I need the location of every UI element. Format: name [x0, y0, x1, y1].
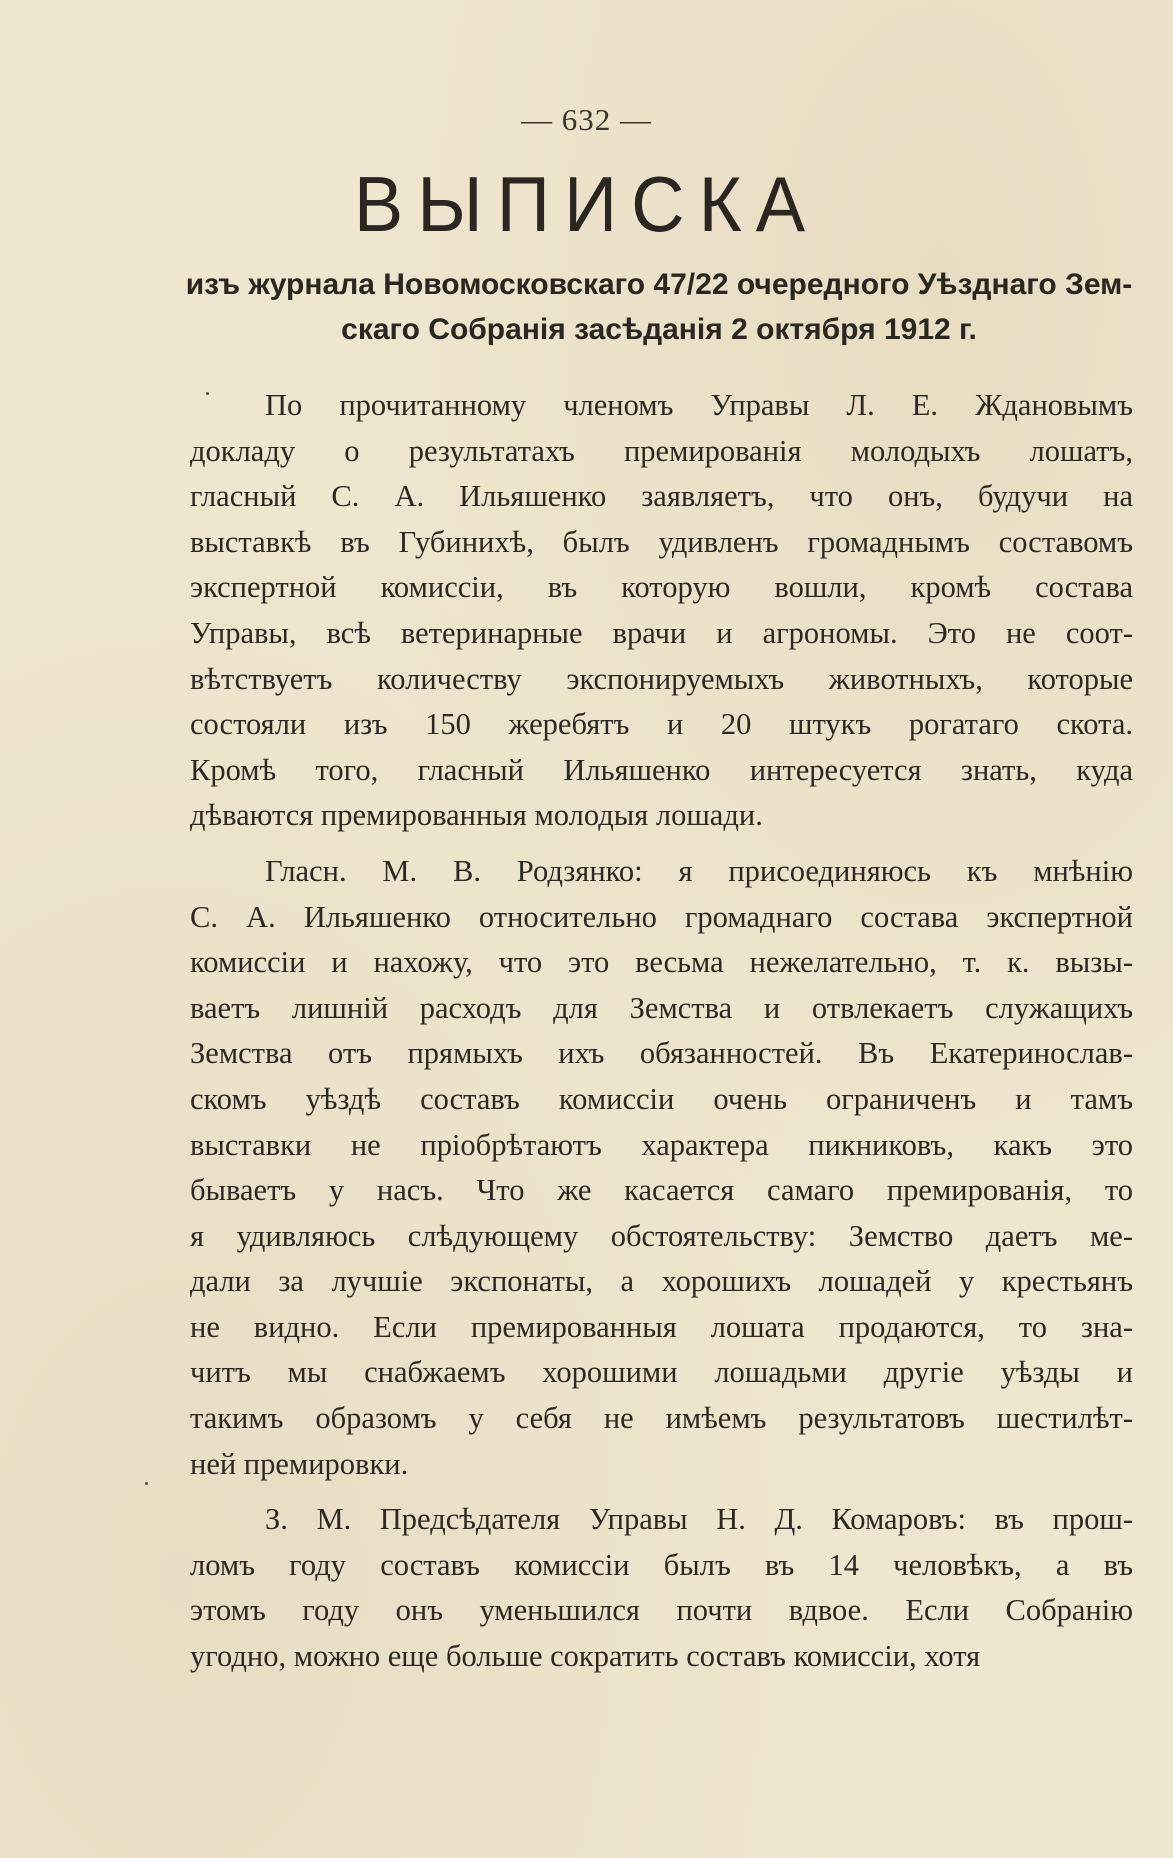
text-line: Управы, всѣ ветеринарные врачи и агрономы. Это не соот-: [190, 615, 1133, 650]
paragraph: [190, 849, 1133, 1487]
subtitle-line: скаго Собранія засѣданія 2 октября 1912 г.: [341, 313, 977, 346]
text-line: Кромѣ того, гласный Ильяшенко интересуется знать, куда: [190, 752, 1133, 787]
print-speck: [145, 1482, 148, 1485]
text-line: Земства отъ прямыхъ ихъ обязанностей. Въ Екатеринослав-: [190, 1036, 1133, 1071]
text-line: такимъ образомъ у себя не имѣемъ результатовъ шестилѣт-: [190, 1401, 1133, 1436]
text-line: ваетъ лишній расходъ для Земства и отвлекаетъ служащихъ: [190, 990, 1133, 1025]
text-line: выставки не пріобрѣтаютъ характера пикниковъ, какъ это: [190, 1127, 1133, 1162]
text-line: читъ мы снабжаемъ хорошими лошадьми другіе уѣзды и: [190, 1355, 1133, 1390]
body-text: [190, 383, 1133, 1690]
text-line: комиссіи и нахожу, что это весьма нежелательно, т. к. вызы-: [190, 945, 1133, 980]
page-number: — 632 —: [521, 102, 652, 137]
text-line: докладу о результатахъ премированія молодыхъ лошатъ,: [190, 433, 1133, 468]
text-line: этомъ году онъ уменьшился почти вдвое. Если Собранію: [190, 1593, 1133, 1628]
text-line: угодно, можно еще больше сократить составъ комиссіи, хотя: [190, 1639, 981, 1674]
text-line: С. А. Ильяшенко относительно громаднаго состава экспертной: [190, 899, 1133, 934]
text-line: скомъ уѣздѣ составъ комиссіи очень ограниченъ и тамъ: [190, 1081, 1133, 1116]
text-line: состояли изъ 150 жеребятъ и 20 штукъ рогатаго скота.: [190, 707, 1133, 742]
text-line: гласный С. А. Ильяшенко заявляетъ, что онъ, будучи на: [190, 479, 1133, 514]
text-line: дѣваются премированныя молодыя лошади.: [190, 798, 763, 833]
text-line: По прочитанному членомъ Управы Л. Е. Ждановымъ: [265, 388, 1133, 422]
text-line: вѣтствуетъ количеству экспонируемыхъ животныхъ, которые: [190, 661, 1133, 696]
text-line: экспертной комиссіи, въ которую вошли, кромѣ состава: [190, 570, 1133, 605]
text-line: выставкѣ въ Губинихѣ, былъ удивленъ громаднымъ составомъ: [190, 524, 1133, 559]
text-line: бываетъ у насъ. Что же касается самаго премированія, то: [190, 1173, 1133, 1208]
text-line: З. М. Предсѣдателя Управы Н. Д. Комаровъ: въ прош-: [265, 1502, 1133, 1537]
subtitle-line: изъ журнала Новомосковскаго 47/22 очередного Уѣзднаго Зем-: [185, 268, 1133, 301]
text-line: не видно. Если премированныя лошата продаются, то зна-: [190, 1309, 1133, 1344]
text-line: ломъ году составъ комиссіи былъ въ 14 человѣкъ, а въ: [190, 1547, 1133, 1582]
text-line: Гласн. М. В. Родзянко: я присоединяюсь къ мнѣнію: [265, 853, 1133, 888]
text-line: ней премировки.: [190, 1446, 409, 1481]
paragraph: [190, 1497, 1133, 1679]
document-subtitle: [185, 262, 1133, 352]
document-title: ВЫПИСКА: [353, 160, 820, 249]
text-line: дали за лучшіе экспонаты, а хорошихъ лошадей у крестьянъ: [190, 1264, 1133, 1299]
paragraph: [190, 383, 1133, 839]
text-line: я удивляюсь слѣдующему обстоятельству: Земство даетъ ме-: [190, 1218, 1133, 1253]
